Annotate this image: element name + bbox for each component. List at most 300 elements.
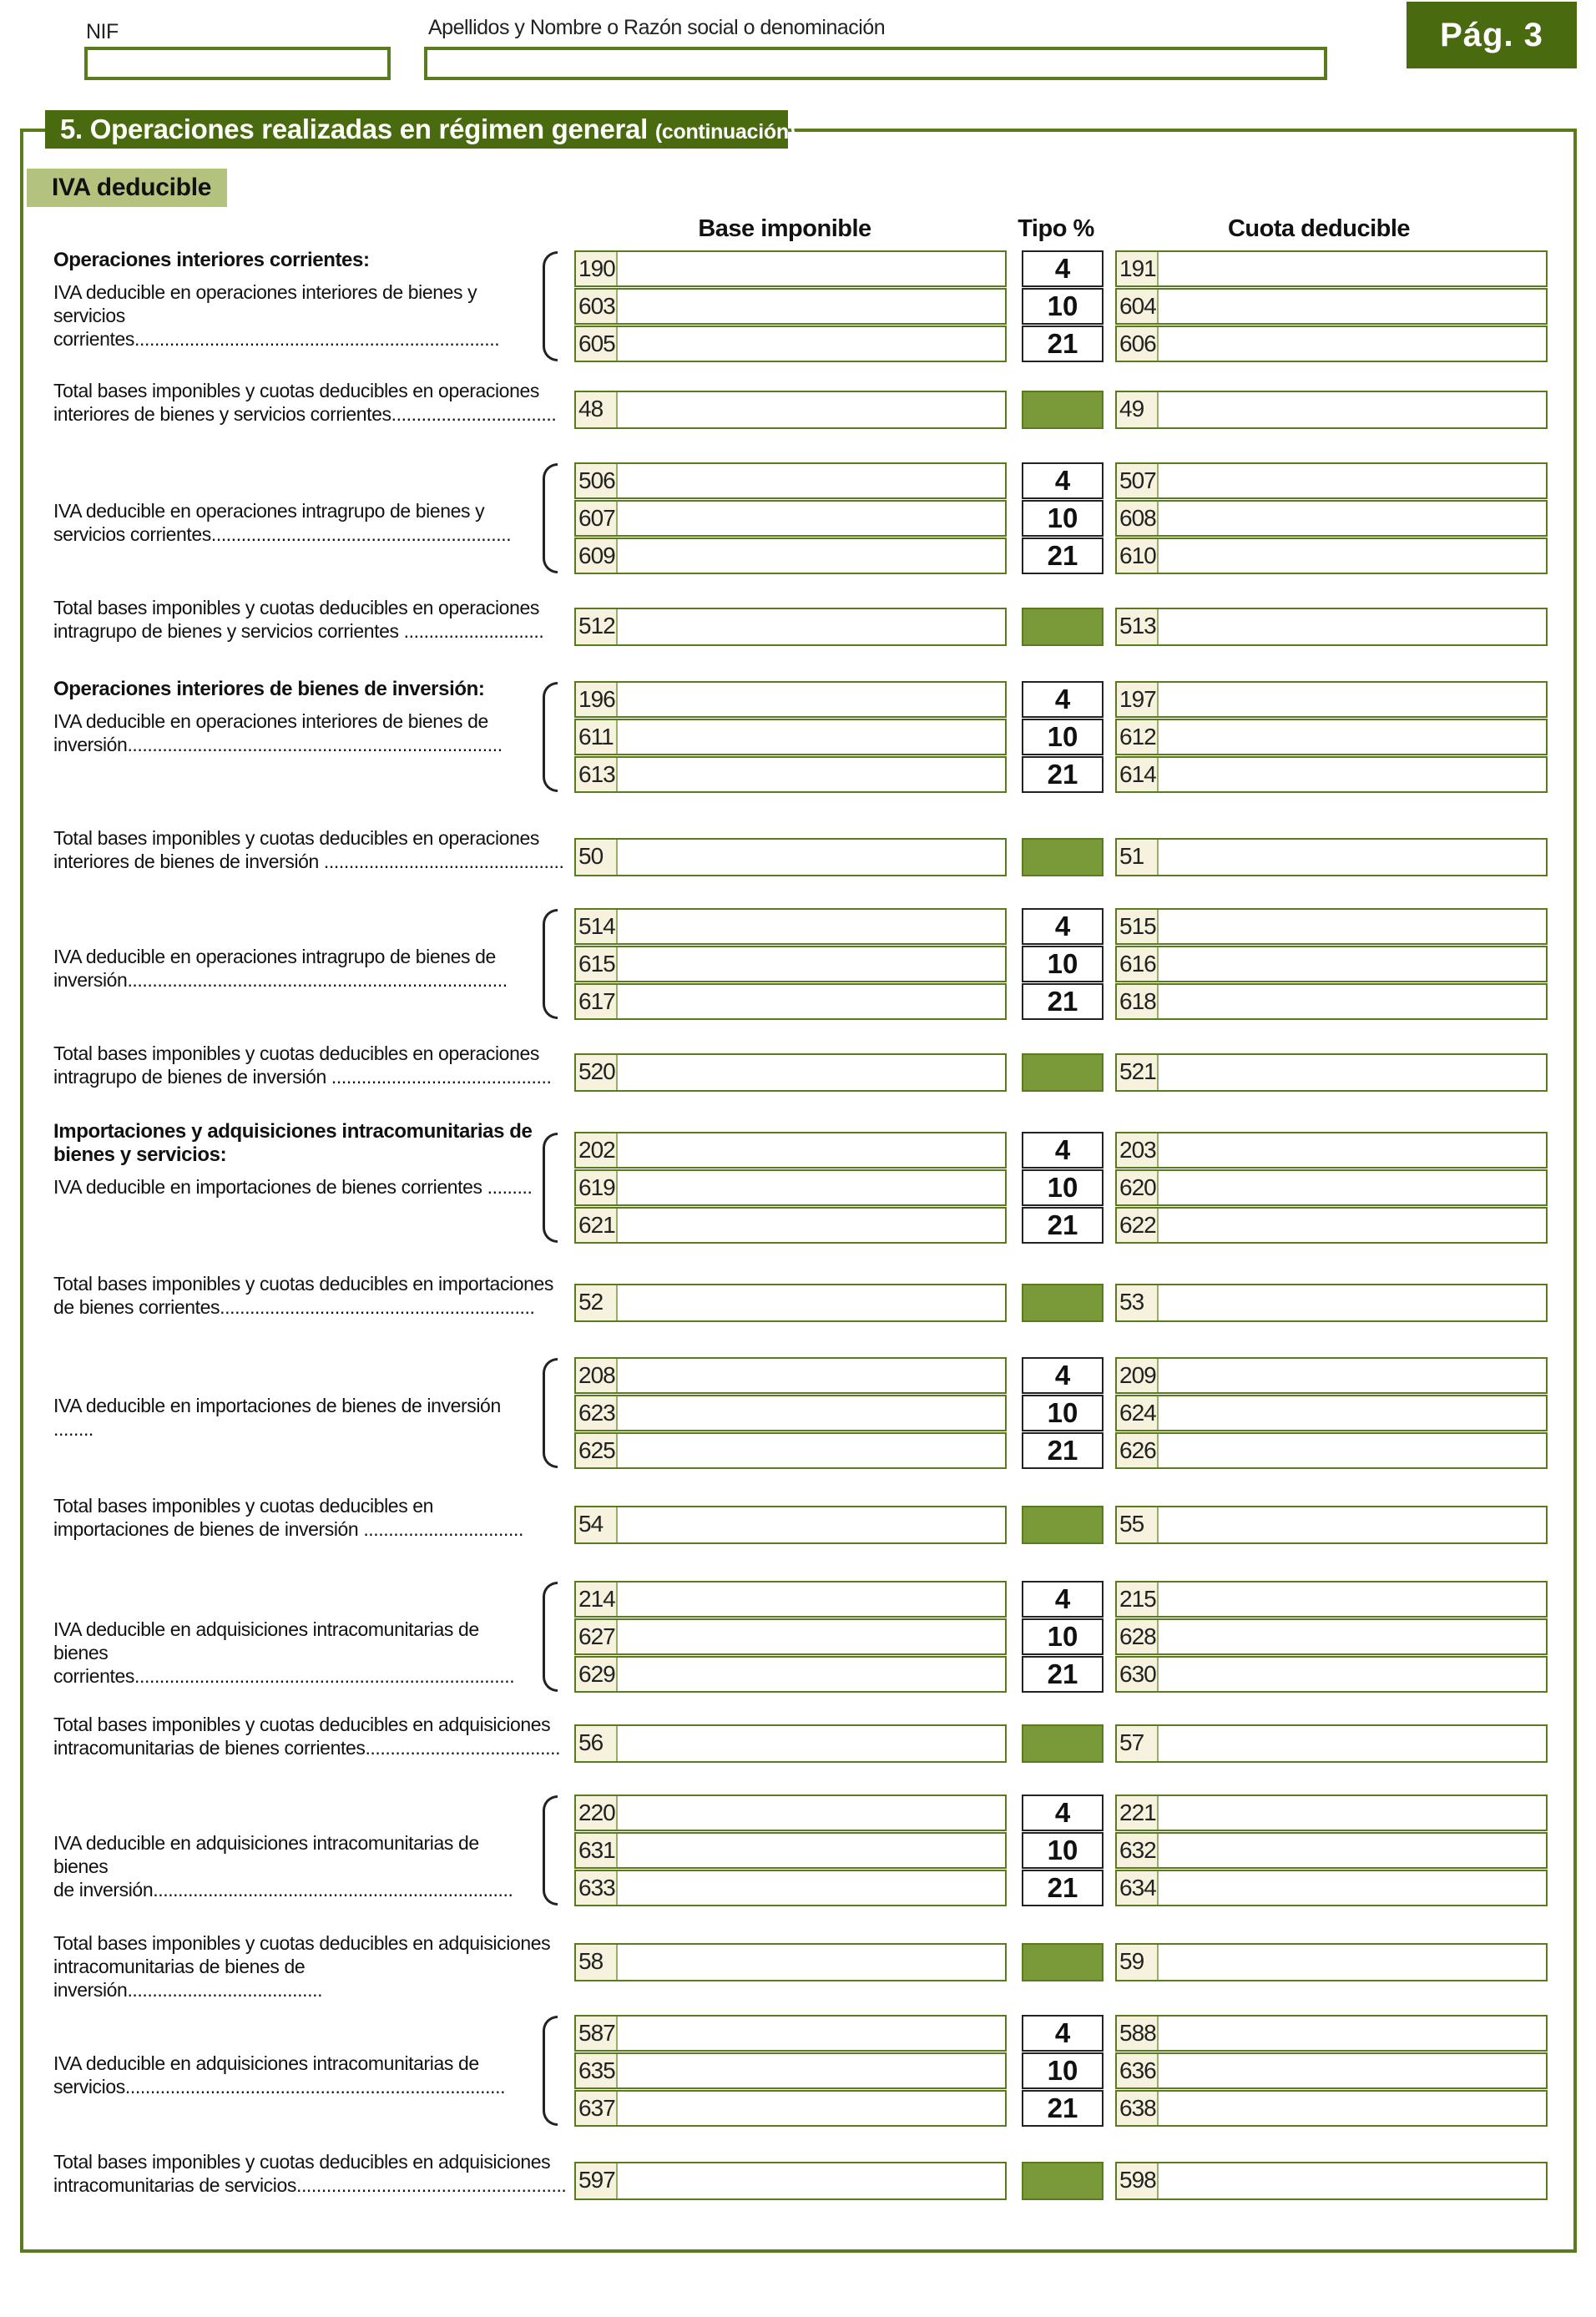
- cuota-column: [1115, 2015, 1548, 2127]
- column-header-cuota: Cuota deducible: [1227, 215, 1411, 242]
- cuota-code: 209: [1117, 1359, 1159, 1392]
- base-value[interactable]: [618, 720, 1005, 754]
- base-code: 611: [576, 720, 618, 754]
- total-base-value[interactable]: [618, 1285, 1005, 1320]
- base-imponible-field[interactable]: [574, 250, 1007, 287]
- cuota-value[interactable]: [1159, 1434, 1546, 1467]
- base-column: [574, 1357, 1007, 1469]
- tipo-rate: 21: [1022, 1870, 1104, 1906]
- base-value[interactable]: [618, 683, 1005, 716]
- base-code: 621: [576, 1209, 618, 1242]
- page-number: Pág. 3: [1407, 2, 1577, 68]
- total-base-field[interactable]: [574, 1053, 1007, 1092]
- cuota-value[interactable]: [1159, 2017, 1546, 2050]
- tipo-rate: 21: [1022, 1656, 1104, 1693]
- cuota-code: 608: [1117, 502, 1159, 535]
- base-code: 214: [576, 1583, 618, 1616]
- base-value[interactable]: [618, 1658, 1005, 1691]
- base-imponible-field[interactable]: [574, 1207, 1007, 1244]
- total-cuota-code: 513: [1117, 609, 1159, 644]
- base-column: [574, 250, 1007, 362]
- total-cuota-code: 53: [1117, 1285, 1159, 1320]
- cuota-deducible-field[interactable]: [1115, 2015, 1548, 2052]
- cuota-code: 221: [1117, 1796, 1159, 1830]
- cuota-value[interactable]: [1159, 464, 1546, 497]
- base-imponible-field[interactable]: [574, 1581, 1007, 1618]
- base-value[interactable]: [618, 1359, 1005, 1392]
- cuota-code: 515: [1117, 910, 1159, 943]
- base-code: 208: [576, 1359, 618, 1392]
- cuota-deducible-field[interactable]: [1115, 1656, 1548, 1693]
- total-base-field[interactable]: [574, 608, 1007, 646]
- cuota-value[interactable]: [1159, 720, 1546, 754]
- base-code: 609: [576, 539, 618, 573]
- base-value[interactable]: [618, 2017, 1005, 2050]
- base-imponible-field[interactable]: [574, 2090, 1007, 2127]
- group-label: IVA deducible en adquisiciones intracomunitarias de bienes de inversión........................................................................: [53, 1832, 513, 1901]
- base-code: 587: [576, 2017, 618, 2050]
- rate-filler: [1022, 391, 1104, 429]
- total-base-field[interactable]: [574, 1724, 1007, 1763]
- base-code: 605: [576, 327, 618, 361]
- tipo-rate: 4: [1022, 1795, 1104, 1831]
- cuota-deducible-field[interactable]: [1115, 908, 1548, 945]
- total-base-field[interactable]: [574, 1943, 1007, 1981]
- cuota-deducible-field[interactable]: [1115, 1832, 1548, 1869]
- cuota-deducible-field[interactable]: [1115, 1432, 1548, 1469]
- base-code: 603: [576, 290, 618, 323]
- cuota-value[interactable]: [1159, 290, 1546, 323]
- cuota-value[interactable]: [1159, 1209, 1546, 1242]
- cuota-value[interactable]: [1159, 910, 1546, 943]
- cuota-deducible-field[interactable]: [1115, 719, 1548, 755]
- rate-column: [1022, 1357, 1104, 1469]
- cuota-code: 610: [1117, 539, 1159, 573]
- total-base-value[interactable]: [618, 1726, 1005, 1761]
- cuota-value[interactable]: [1159, 758, 1546, 791]
- cuota-column: [1115, 1357, 1548, 1469]
- cuota-value[interactable]: [1159, 2092, 1546, 2125]
- rate-column: [1022, 681, 1104, 793]
- cuota-deducible-field[interactable]: [1115, 1795, 1548, 1831]
- total-base-field[interactable]: [574, 2162, 1007, 2200]
- total-base-code: 58: [576, 1945, 618, 1980]
- base-value[interactable]: [618, 464, 1005, 497]
- cuota-column: [1115, 681, 1548, 793]
- total-cuota-code: 598: [1117, 2163, 1159, 2198]
- base-value[interactable]: [618, 252, 1005, 285]
- rate-filler: [1022, 1053, 1104, 1092]
- base-imponible-field[interactable]: [574, 946, 1007, 982]
- total-cuota-field[interactable]: [1115, 2162, 1548, 2200]
- column-header-tipo: Tipo %: [1018, 215, 1094, 242]
- base-value[interactable]: [618, 539, 1005, 573]
- total-base-code: 52: [576, 1285, 618, 1320]
- base-value[interactable]: [618, 1209, 1005, 1242]
- cuota-deducible-field[interactable]: [1115, 1169, 1548, 1206]
- total-cuota-value[interactable]: [1159, 1507, 1546, 1542]
- cuota-value[interactable]: [1159, 985, 1546, 1018]
- base-imponible-field[interactable]: [574, 288, 1007, 325]
- total-base-code: 54: [576, 1507, 618, 1542]
- base-code: 631: [576, 1834, 618, 1867]
- total-cuota-value[interactable]: [1159, 1055, 1546, 1090]
- cuota-value[interactable]: [1159, 683, 1546, 716]
- cuota-code: 588: [1117, 2017, 1159, 2050]
- base-value[interactable]: [618, 985, 1005, 1018]
- tipo-rate: 10: [1022, 1395, 1104, 1431]
- group-description: [53, 1618, 538, 1688]
- total-base-value[interactable]: [618, 2163, 1005, 2198]
- cuota-deducible-field[interactable]: [1115, 462, 1548, 499]
- cuota-deducible-field[interactable]: [1115, 1618, 1548, 1655]
- base-code: 190: [576, 252, 618, 285]
- base-column: [574, 462, 1007, 574]
- subsection-title: IVA deducible: [27, 169, 227, 207]
- total-cuota-field[interactable]: [1115, 608, 1548, 646]
- cuota-code: 616: [1117, 947, 1159, 981]
- base-imponible-field[interactable]: [574, 1618, 1007, 1655]
- total-label: Total bases imponibles y cuotas deducibles en importaciones de bienes de inversión ................................: [53, 1495, 523, 1540]
- total-base-field[interactable]: [574, 391, 1007, 429]
- base-value[interactable]: [618, 1796, 1005, 1830]
- group-label: IVA deducible en operaciones interiores de bienes de inversión...........................................................................: [53, 710, 503, 755]
- total-label: Total bases imponibles y cuotas deducibles en adquisiciones intracomunitarias de bienes de inversión.......................................: [53, 1932, 551, 2001]
- cuota-deducible-field[interactable]: [1115, 500, 1548, 537]
- cuota-value[interactable]: [1159, 2054, 1546, 2087]
- cuota-deducible-field[interactable]: [1115, 681, 1548, 718]
- total-cuota-field[interactable]: [1115, 391, 1548, 429]
- total-cuota-value[interactable]: [1159, 392, 1546, 427]
- base-imponible-field[interactable]: [574, 1132, 1007, 1169]
- total-cuota-value[interactable]: [1159, 1945, 1546, 1980]
- total-cuota-code: 59: [1117, 1945, 1159, 1980]
- base-column: [574, 1795, 1007, 1906]
- cuota-value[interactable]: [1159, 1620, 1546, 1653]
- total-cuota-field[interactable]: [1115, 1053, 1548, 1092]
- group-heading: Operaciones interiores de bienes de inversión:: [53, 678, 485, 700]
- cuota-column: [1115, 462, 1548, 574]
- tipo-rate: 4: [1022, 2015, 1104, 2052]
- cuota-value[interactable]: [1159, 1658, 1546, 1691]
- cuota-code: 620: [1117, 1171, 1159, 1204]
- cuota-code: 636: [1117, 2054, 1159, 2087]
- base-imponible-field[interactable]: [574, 1169, 1007, 1206]
- brace-icon: [543, 1795, 558, 1906]
- rate-column: [1022, 462, 1104, 574]
- base-column: [574, 908, 1007, 1020]
- rate-column: [1022, 250, 1104, 362]
- base-value[interactable]: [618, 1396, 1005, 1430]
- total-base-value[interactable]: [618, 609, 1005, 644]
- cuota-code: 622: [1117, 1209, 1159, 1242]
- total-base-value[interactable]: [618, 1055, 1005, 1090]
- cuota-value[interactable]: [1159, 539, 1546, 573]
- rate-column: [1022, 2015, 1104, 2127]
- total-cuota-code: 51: [1117, 840, 1159, 875]
- base-value[interactable]: [618, 327, 1005, 361]
- base-code: 607: [576, 502, 618, 535]
- total-cuota-value[interactable]: [1159, 1285, 1546, 1320]
- cuota-value[interactable]: [1159, 502, 1546, 535]
- total-cuota-field[interactable]: [1115, 1724, 1548, 1763]
- group-heading: Importaciones y adquisiciones intracomunitarias de bienes y servicios:: [53, 1120, 533, 1166]
- tipo-rate: 4: [1022, 908, 1104, 945]
- group-description: [53, 2052, 538, 2098]
- base-code: 220: [576, 1796, 618, 1830]
- cuota-code: 215: [1117, 1583, 1159, 1616]
- group-description: [53, 499, 538, 546]
- base-code: 633: [576, 1871, 618, 1905]
- base-imponible-field[interactable]: [574, 1432, 1007, 1469]
- total-base-value[interactable]: [618, 392, 1005, 427]
- cuota-code: 604: [1117, 290, 1159, 323]
- cuota-value[interactable]: [1159, 1171, 1546, 1204]
- total-label: Total bases imponibles y cuotas deducibles en operaciones interiores de bienes y servicios corrientes.................................: [53, 380, 557, 425]
- tipo-rate: 4: [1022, 1132, 1104, 1169]
- base-imponible-field[interactable]: [574, 2052, 1007, 2089]
- brace-icon: [543, 1358, 558, 1468]
- base-imponible-field[interactable]: [574, 1395, 1007, 1431]
- tipo-rate: 21: [1022, 1432, 1104, 1469]
- group-description: [53, 1831, 538, 1901]
- base-imponible-field[interactable]: [574, 2015, 1007, 2052]
- base-value[interactable]: [618, 290, 1005, 323]
- tipo-rate: 21: [1022, 1207, 1104, 1244]
- cuota-value[interactable]: [1159, 1834, 1546, 1867]
- cuota-code: 507: [1117, 464, 1159, 497]
- cuota-deducible-field[interactable]: [1115, 538, 1548, 574]
- base-value[interactable]: [618, 2054, 1005, 2087]
- group-label: IVA deducible en operaciones intragrupo de bienes y servicios corrientes............................................................: [53, 500, 512, 545]
- section-title: [45, 110, 795, 149]
- base-imponible-field[interactable]: [574, 681, 1007, 718]
- cuota-column: [1115, 1581, 1548, 1693]
- base-code: 629: [576, 1658, 618, 1691]
- base-imponible-field[interactable]: [574, 1357, 1007, 1394]
- brace-icon: [543, 682, 558, 792]
- base-code: 506: [576, 464, 618, 497]
- cuota-deducible-field[interactable]: [1115, 2052, 1548, 2089]
- rate-filler: [1022, 1284, 1104, 1322]
- cuota-deducible-field[interactable]: [1115, 1207, 1548, 1244]
- cuota-deducible-field[interactable]: [1115, 2090, 1548, 2127]
- brace-icon: [543, 2016, 558, 2126]
- cuota-deducible-field[interactable]: [1115, 1357, 1548, 1394]
- tipo-rate: 21: [1022, 756, 1104, 793]
- cuota-value[interactable]: [1159, 327, 1546, 361]
- name-field[interactable]: [424, 47, 1327, 80]
- group-heading: Operaciones interiores corrientes:: [53, 249, 370, 271]
- base-code: 637: [576, 2092, 618, 2125]
- group-label: IVA deducible en importaciones de bienes corrientes .........: [53, 1176, 533, 1198]
- base-value[interactable]: [618, 1171, 1005, 1204]
- total-cuota-field[interactable]: [1115, 838, 1548, 876]
- column-header-base: Base imponible: [698, 215, 871, 242]
- base-value[interactable]: [618, 1871, 1005, 1905]
- total-cuota-value[interactable]: [1159, 2163, 1546, 2198]
- cuota-column: [1115, 1132, 1548, 1244]
- cuota-value[interactable]: [1159, 1796, 1546, 1830]
- tipo-rate: 4: [1022, 1581, 1104, 1618]
- base-code: 615: [576, 947, 618, 981]
- total-cuota-field[interactable]: [1115, 1506, 1548, 1544]
- base-value[interactable]: [618, 1583, 1005, 1616]
- cuota-value[interactable]: [1159, 947, 1546, 981]
- base-column: [574, 1132, 1007, 1244]
- total-label: Total bases imponibles y cuotas deducibles en adquisiciones intracomunitarias de servicios......................................................: [53, 2151, 567, 2196]
- brace-icon: [543, 1133, 558, 1243]
- base-code: 625: [576, 1434, 618, 1467]
- group-description: [53, 1120, 538, 1199]
- total-cuota-value[interactable]: [1159, 840, 1546, 875]
- rate-filler: [1022, 608, 1104, 646]
- total-base-code: 520: [576, 1055, 618, 1090]
- base-value[interactable]: [618, 758, 1005, 791]
- base-imponible-field[interactable]: [574, 462, 1007, 499]
- tipo-rate: 10: [1022, 946, 1104, 982]
- cuota-code: 614: [1117, 758, 1159, 791]
- cuota-deducible-field[interactable]: [1115, 1132, 1548, 1169]
- brace-icon: [543, 1582, 558, 1692]
- base-value[interactable]: [618, 1133, 1005, 1167]
- total-base-code: 50: [576, 840, 618, 875]
- brace-icon: [543, 909, 558, 1019]
- tipo-rate: 4: [1022, 462, 1104, 499]
- base-value[interactable]: [618, 1434, 1005, 1467]
- base-code: 202: [576, 1133, 618, 1167]
- base-column: [574, 2015, 1007, 2127]
- base-code: 619: [576, 1171, 618, 1204]
- cuota-deducible-field[interactable]: [1115, 326, 1548, 362]
- cuota-code: 626: [1117, 1434, 1159, 1467]
- base-imponible-field[interactable]: [574, 1795, 1007, 1831]
- base-value[interactable]: [618, 1834, 1005, 1867]
- section-title-suffix: (continuación): [654, 120, 795, 144]
- total-base-value[interactable]: [618, 840, 1005, 875]
- group-description: [53, 249, 538, 351]
- base-code: 623: [576, 1396, 618, 1430]
- cuota-code: 630: [1117, 1658, 1159, 1691]
- base-imponible-field[interactable]: [574, 719, 1007, 755]
- cuota-deducible-field[interactable]: [1115, 1870, 1548, 1906]
- tipo-rate: 10: [1022, 500, 1104, 537]
- base-imponible-field[interactable]: [574, 1870, 1007, 1906]
- rate-filler: [1022, 1724, 1104, 1763]
- total-cuota-field[interactable]: [1115, 1943, 1548, 1981]
- cuota-value[interactable]: [1159, 1396, 1546, 1430]
- tipo-rate: 4: [1022, 1357, 1104, 1394]
- rate-filler: [1022, 1506, 1104, 1544]
- cuota-code: 612: [1117, 720, 1159, 754]
- total-base-code: 512: [576, 609, 618, 644]
- base-imponible-field[interactable]: [574, 326, 1007, 362]
- total-base-value[interactable]: [618, 1945, 1005, 1980]
- rate-column: [1022, 1132, 1104, 1244]
- nif-field[interactable]: [84, 47, 391, 80]
- cuota-deducible-field[interactable]: [1115, 1581, 1548, 1618]
- cuota-code: 203: [1117, 1133, 1159, 1167]
- base-imponible-field[interactable]: [574, 1832, 1007, 1869]
- cuota-value[interactable]: [1159, 1133, 1546, 1167]
- cuota-deducible-field[interactable]: [1115, 756, 1548, 793]
- tipo-rate: 10: [1022, 1832, 1104, 1869]
- total-label: Total bases imponibles y cuotas deducibles en operaciones intragrupo de bienes y servicios corrientes ............................: [53, 597, 544, 642]
- total-base-field[interactable]: [574, 838, 1007, 876]
- base-imponible-field[interactable]: [574, 500, 1007, 537]
- total-cuota-code: 55: [1117, 1507, 1159, 1542]
- total-cuota-code: 49: [1117, 392, 1159, 427]
- total-base-field[interactable]: [574, 1284, 1007, 1322]
- total-base-field[interactable]: [574, 1506, 1007, 1544]
- cuota-deducible-field[interactable]: [1115, 288, 1548, 325]
- cuota-value[interactable]: [1159, 1583, 1546, 1616]
- rate-column: [1022, 1795, 1104, 1906]
- base-imponible-field[interactable]: [574, 983, 1007, 1020]
- base-value[interactable]: [618, 1620, 1005, 1653]
- cuota-code: 191: [1117, 252, 1159, 285]
- cuota-deducible-field[interactable]: [1115, 983, 1548, 1020]
- cuota-value[interactable]: [1159, 1359, 1546, 1392]
- base-imponible-field[interactable]: [574, 908, 1007, 945]
- cuota-deducible-field[interactable]: [1115, 250, 1548, 287]
- base-code: 635: [576, 2054, 618, 2087]
- cuota-deducible-field[interactable]: [1115, 946, 1548, 982]
- total-base-value[interactable]: [618, 1507, 1005, 1542]
- base-value[interactable]: [618, 947, 1005, 981]
- tipo-rate: 21: [1022, 983, 1104, 1020]
- total-cuota-field[interactable]: [1115, 1284, 1548, 1322]
- base-imponible-field[interactable]: [574, 756, 1007, 793]
- rate-column: [1022, 908, 1104, 1020]
- group-label: IVA deducible en operaciones intragrupo de bienes de inversión............................................................................: [53, 946, 508, 991]
- total-base-code: 48: [576, 392, 618, 427]
- group-description: [53, 945, 538, 992]
- base-code: 613: [576, 758, 618, 791]
- cuota-column: [1115, 250, 1548, 362]
- rate-filler: [1022, 1943, 1104, 1981]
- rate-filler: [1022, 2162, 1104, 2200]
- cuota-code: 606: [1117, 327, 1159, 361]
- tipo-rate: 10: [1022, 288, 1104, 325]
- tipo-rate: 21: [1022, 2090, 1104, 2127]
- total-cuota-code: 521: [1117, 1055, 1159, 1090]
- cuota-code: 628: [1117, 1620, 1159, 1653]
- base-code: 514: [576, 910, 618, 943]
- rate-column: [1022, 1581, 1104, 1693]
- nif-label: NIF: [86, 20, 119, 43]
- cuota-value[interactable]: [1159, 252, 1546, 285]
- base-value[interactable]: [618, 910, 1005, 943]
- total-cuota-value[interactable]: [1159, 1726, 1546, 1761]
- section-title-text: 5. Operaciones realizadas en régimen general: [60, 114, 648, 144]
- group-label: IVA deducible en operaciones interiores de bienes y servicios corrientes.........................................................................: [53, 281, 500, 350]
- tipo-rate: 4: [1022, 250, 1104, 287]
- base-value[interactable]: [618, 2092, 1005, 2125]
- tipo-rate: 21: [1022, 538, 1104, 574]
- group-description: [53, 678, 538, 756]
- cuota-deducible-field[interactable]: [1115, 1395, 1548, 1431]
- cuota-value[interactable]: [1159, 1871, 1546, 1905]
- total-cuota-value[interactable]: [1159, 609, 1546, 644]
- cuota-code: 624: [1117, 1396, 1159, 1430]
- group-label: IVA deducible en adquisiciones intracomunitarias de servicios............................................................................: [53, 2052, 506, 2097]
- group-label: IVA deducible en adquisiciones intracomunitarias de bienes corrientes............................................................................: [53, 1618, 515, 1687]
- base-imponible-field[interactable]: [574, 1656, 1007, 1693]
- rate-filler: [1022, 838, 1104, 876]
- base-imponible-field[interactable]: [574, 538, 1007, 574]
- base-value[interactable]: [618, 502, 1005, 535]
